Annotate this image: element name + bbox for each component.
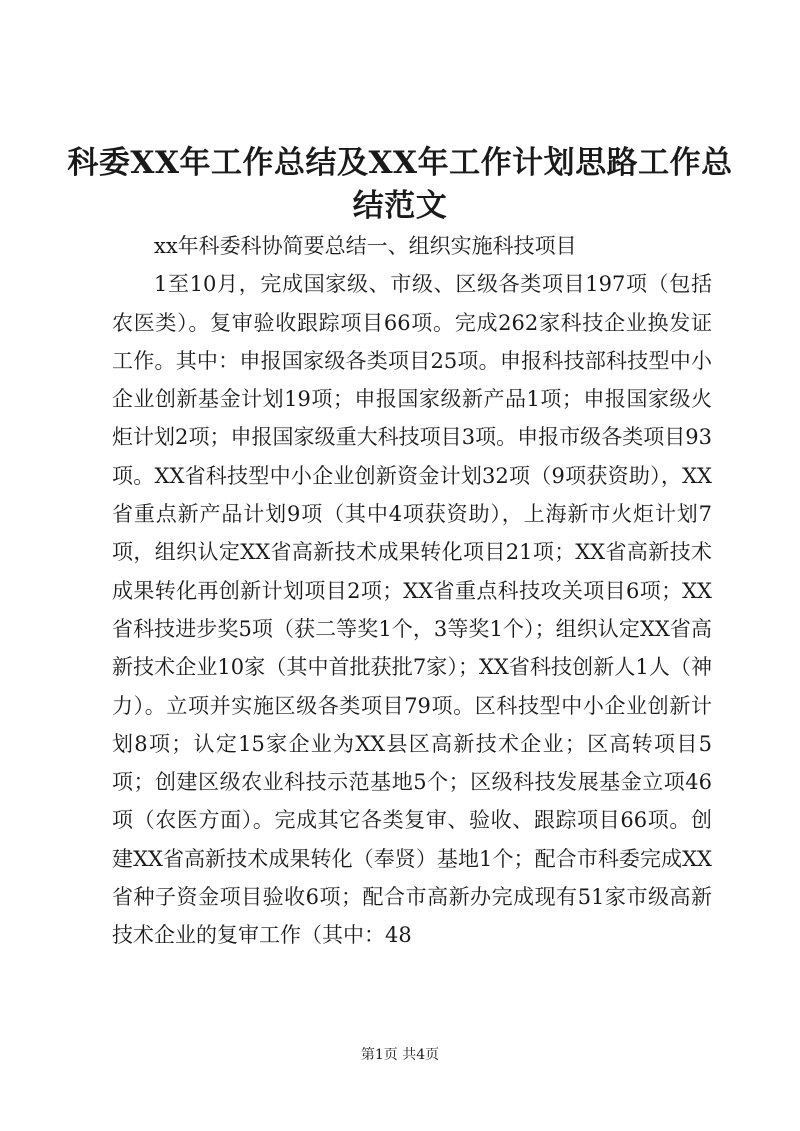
body-paragraph: 1至10月，完成国家级、市级、区级各类项目197项（包括农医类）。复审验收跟踪项目66项。完成262家科技企业换发证工作。其中：申报国家级各类项目25项。申报科技部科技型中小企业创新基金计划19项；申报国家级新产品1项；申报国家级火炬计划2项；申报国家级重大科技项目3项。申报市级各类项目93项。XX省科技型中小企业创新资金计划32项（9项获资助），XX省重点新产品计划9项（其中4项获资助），上海新市火炬计划7项，组织认定XX省高新技术成果转化项目21项；XX省高新技术成果转化再创新计划项目2项；XX省重点科技攻关项目6项；XX省科技进步奖5项（获二等奖1个，3等奖1个）；组织认定XX省高新技术企业10家（其中首批获批7家）；XX省科技创新人1人（神力）。立项并实施区级各类项目79项。区科技型中小企业创新计划8项；认定15家企业为XX县区高新技术企业；区高转项目5项；创建区级农业科技示范基地5个；区级科技发展基金立项46项（农医方面）。完成其它各类复审、验收、跟踪项目66项。创建XX省高新技术成果转化（奉贤）基地1个；配合市科委完成XX省种子资金项目验收6项；配合市高新办完成现有51家市级高新技术企业的复审工作（其中：48 [112, 272, 712, 948]
page-footer: 第1页 共4页 [360, 1047, 440, 1063]
document-body [112, 227, 712, 955]
section-heading-paragraph: xx年科委科协简要总结一、组织实施科技项目 [154, 234, 577, 258]
document-title: 科委XX年工作总结及XX年工作计划思路工作总结范文 [67, 145, 733, 224]
